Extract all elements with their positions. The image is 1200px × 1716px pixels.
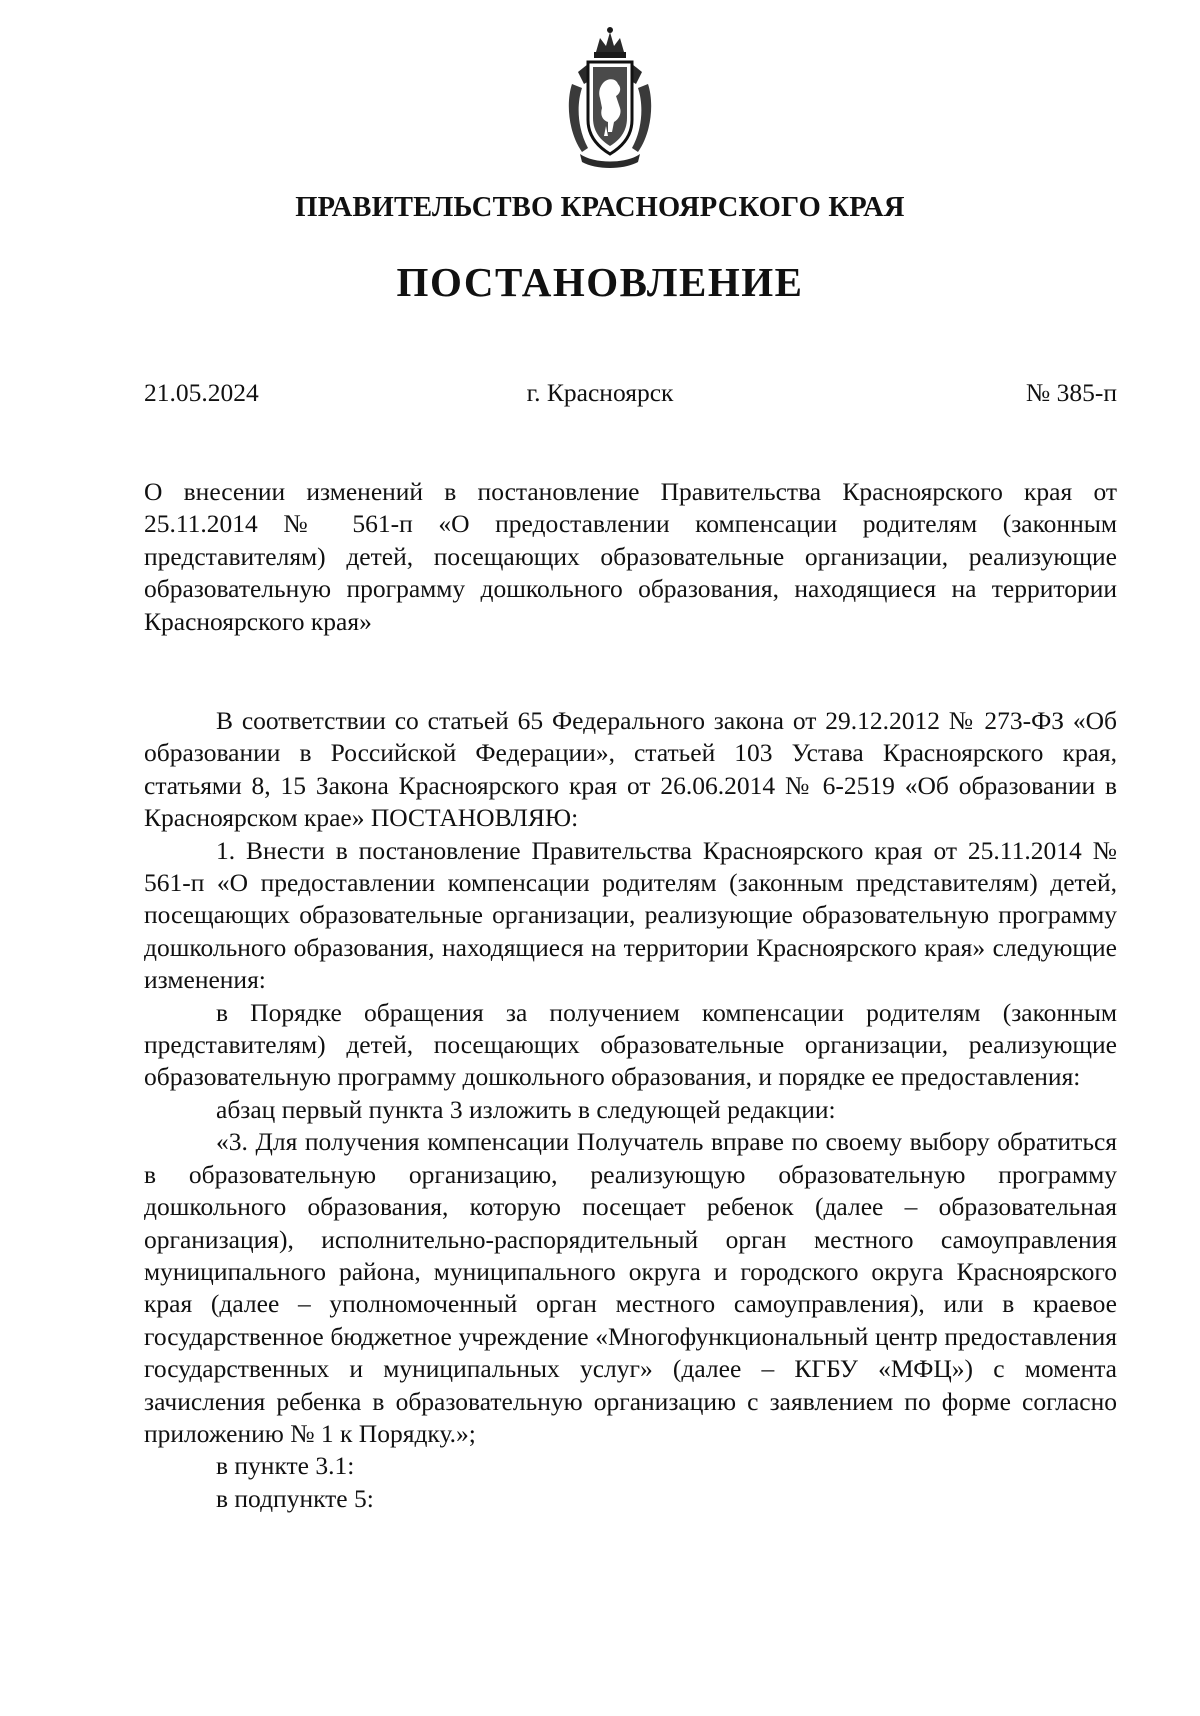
body-paragraph: в подпункте 5: <box>216 1483 374 1513</box>
document-date: 21.05.2024 <box>144 378 259 407</box>
document-title: О внесении изменений в постановление Правительства Красноярского края от 25.11.2014 № 561-п «О предоставлении компенсации родителям (законным представителям) детей, посещающих образовательные организации, реализующие образовательную программу дошкольного образования, находящиеся на территории Красноярского края» <box>144 477 1117 636</box>
body-paragraph: В соответствии со статьей 65 Федерального закона от 29.12.2012 № 273-ФЗ «Об образовании в Российской Федерации», статьей 103 Устава Красноярского края, статьями 8, 15 Закона Красноярского края от 26.06.2014 № 6-2519 «Об образовании в Красноярском крае» ПОСТАНОВЛЯЮ: <box>144 706 1117 833</box>
document-type: ПОСТАНОВЛЕНИЕ <box>396 259 804 305</box>
body-paragraph: в пункте 3.1: <box>216 1451 355 1481</box>
coat-of-arms-icon <box>564 22 656 170</box>
organization-name: ПРАВИТЕЛЬСТВО КРАСНОЯРСКОГО КРАЯ <box>295 192 905 223</box>
body-paragraph: «3. Для получения компенсации Получатель вправе по своему выбору обратиться в образовательную организацию, реализующую образовательную программу дошкольного образования, которую посещает ребенок (далее – образовательная организация), исполнительно-распорядительный орган местного самоуправления муниципального района, муниципального округа и городского округа Красноярского края (далее – уполномоченный орган местного самоуправления), или в краевое государственное бюджетное учреждение «Многофункциональный центр предоставления государственных и муниципальных услуг» (далее – КГБУ «МФЦ») с момента зачисления ребенка в образовательную организацию с заявлением по форме согласно приложению № 1 к Порядку.»; <box>144 1127 1117 1448</box>
body-paragraph: абзац первый пункта 3 изложить в следующей редакции: <box>216 1094 836 1124</box>
document-body <box>144 705 1117 1515</box>
body-paragraph: 1. Внести в постановление Правительства Красноярского края от 25.11.2014 № 561-п «О предоставлении компенсации родителям (законным представителям) детей, посещающих образовательные организации, реализующие образовательную программу дошкольного образования, находящиеся на территории Красноярского края» следующие изменения: <box>144 835 1117 995</box>
body-paragraph: в Порядке обращения за получением компенсации родителям (законным представителям) детей, посещающих образовательные организации, реализующие образовательную программу дошкольного образования, и порядке ее предоставления: <box>144 997 1117 1092</box>
document-city: г. Красноярск <box>526 378 674 407</box>
document-number: № 385-п <box>1025 378 1117 407</box>
